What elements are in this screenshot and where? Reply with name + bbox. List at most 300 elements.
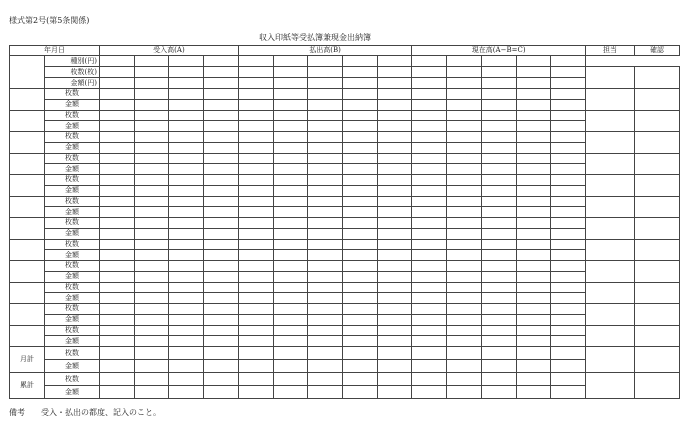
entry-cell[interactable] <box>481 386 516 399</box>
entry-cell[interactable] <box>412 153 447 164</box>
entry-cell[interactable] <box>273 228 308 239</box>
entry-cell[interactable] <box>308 78 343 89</box>
entry-cell[interactable] <box>134 239 169 250</box>
confirm-cell[interactable] <box>634 347 679 373</box>
entry-cell[interactable] <box>308 360 343 373</box>
entry-cell[interactable] <box>308 271 343 282</box>
entry-cell[interactable] <box>100 185 135 196</box>
entry-cell[interactable] <box>273 142 308 153</box>
entry-cell[interactable] <box>134 142 169 153</box>
entry-cell[interactable] <box>273 325 308 336</box>
entry-cell[interactable] <box>481 164 516 175</box>
entry-cell[interactable] <box>481 56 516 67</box>
entry-cell[interactable] <box>273 207 308 218</box>
entry-cell[interactable] <box>169 207 204 218</box>
entry-cell[interactable] <box>377 304 412 315</box>
entry-cell[interactable] <box>238 239 273 250</box>
entry-cell[interactable] <box>342 360 377 373</box>
entry-cell[interactable] <box>169 175 204 186</box>
entry-cell[interactable] <box>447 250 482 261</box>
entry-cell[interactable] <box>134 207 169 218</box>
entry-cell[interactable] <box>342 293 377 304</box>
entry-cell[interactable] <box>204 218 239 229</box>
entry-cell[interactable] <box>169 293 204 304</box>
entry-cell[interactable] <box>481 373 516 386</box>
entry-cell[interactable] <box>377 196 412 207</box>
entry-cell[interactable] <box>273 282 308 293</box>
entry-cell[interactable] <box>377 250 412 261</box>
entry-cell[interactable] <box>134 132 169 143</box>
entry-cell[interactable] <box>169 373 204 386</box>
entry-cell[interactable] <box>377 99 412 110</box>
entry-cell[interactable] <box>100 325 135 336</box>
entry-cell[interactable] <box>204 153 239 164</box>
entry-cell[interactable] <box>481 185 516 196</box>
staff-cell[interactable] <box>585 373 634 399</box>
entry-cell[interactable] <box>100 56 135 67</box>
entry-cell[interactable] <box>273 250 308 261</box>
entry-cell[interactable] <box>100 347 135 360</box>
confirm-cell[interactable] <box>634 218 679 240</box>
entry-cell[interactable] <box>308 142 343 153</box>
entry-cell[interactable] <box>377 360 412 373</box>
entry-cell[interactable] <box>447 228 482 239</box>
entry-cell[interactable] <box>308 164 343 175</box>
entry-cell[interactable] <box>447 261 482 272</box>
entry-cell[interactable] <box>481 261 516 272</box>
entry-cell[interactable] <box>412 110 447 121</box>
entry-cell[interactable] <box>273 67 308 78</box>
entry-cell[interactable] <box>134 110 169 121</box>
entry-cell[interactable] <box>412 185 447 196</box>
entry-cell[interactable] <box>516 293 551 304</box>
entry-cell[interactable] <box>481 196 516 207</box>
entry-cell[interactable] <box>204 56 239 67</box>
entry-cell[interactable] <box>481 228 516 239</box>
entry-cell[interactable] <box>412 142 447 153</box>
entry-cell[interactable] <box>377 373 412 386</box>
entry-cell[interactable] <box>273 360 308 373</box>
entry-cell[interactable] <box>134 99 169 110</box>
entry-cell[interactable] <box>204 121 239 132</box>
entry-cell[interactable] <box>134 271 169 282</box>
entry-cell[interactable] <box>551 185 586 196</box>
entry-cell[interactable] <box>134 293 169 304</box>
entry-cell[interactable] <box>516 121 551 132</box>
entry-cell[interactable] <box>516 56 551 67</box>
entry-cell[interactable] <box>169 185 204 196</box>
entry-cell[interactable] <box>238 360 273 373</box>
entry-cell[interactable] <box>238 325 273 336</box>
entry-cell[interactable] <box>100 218 135 229</box>
entry-cell[interactable] <box>412 56 447 67</box>
entry-cell[interactable] <box>516 67 551 78</box>
entry-cell[interactable] <box>412 78 447 89</box>
entry-cell[interactable] <box>412 386 447 399</box>
entry-cell[interactable] <box>412 325 447 336</box>
entry-cell[interactable] <box>134 164 169 175</box>
entry-cell[interactable] <box>447 360 482 373</box>
entry-cell[interactable] <box>551 325 586 336</box>
entry-cell[interactable] <box>447 78 482 89</box>
entry-cell[interactable] <box>204 207 239 218</box>
staff-cell[interactable] <box>585 175 634 197</box>
entry-cell[interactable] <box>551 386 586 399</box>
entry-cell[interactable] <box>134 325 169 336</box>
entry-cell[interactable] <box>100 207 135 218</box>
entry-cell[interactable] <box>273 175 308 186</box>
entry-cell[interactable] <box>516 132 551 143</box>
entry-cell[interactable] <box>377 121 412 132</box>
date-cell[interactable] <box>10 261 45 283</box>
entry-cell[interactable] <box>412 360 447 373</box>
entry-cell[interactable] <box>134 261 169 272</box>
entry-cell[interactable] <box>308 261 343 272</box>
entry-cell[interactable] <box>169 314 204 325</box>
entry-cell[interactable] <box>412 293 447 304</box>
entry-cell[interactable] <box>481 142 516 153</box>
entry-cell[interactable] <box>377 110 412 121</box>
entry-cell[interactable] <box>204 239 239 250</box>
entry-cell[interactable] <box>273 336 308 347</box>
confirm-cell[interactable] <box>634 196 679 218</box>
entry-cell[interactable] <box>447 142 482 153</box>
entry-cell[interactable] <box>238 218 273 229</box>
entry-cell[interactable] <box>377 142 412 153</box>
entry-cell[interactable] <box>412 336 447 347</box>
entry-cell[interactable] <box>169 250 204 261</box>
entry-cell[interactable] <box>551 164 586 175</box>
entry-cell[interactable] <box>551 142 586 153</box>
entry-cell[interactable] <box>238 386 273 399</box>
entry-cell[interactable] <box>551 250 586 261</box>
entry-cell[interactable] <box>342 56 377 67</box>
entry-cell[interactable] <box>412 99 447 110</box>
entry-cell[interactable] <box>377 164 412 175</box>
entry-cell[interactable] <box>516 239 551 250</box>
entry-cell[interactable] <box>377 207 412 218</box>
entry-cell[interactable] <box>447 56 482 67</box>
entry-cell[interactable] <box>308 56 343 67</box>
entry-cell[interactable] <box>342 164 377 175</box>
entry-cell[interactable] <box>342 142 377 153</box>
entry-cell[interactable] <box>342 207 377 218</box>
entry-cell[interactable] <box>412 121 447 132</box>
entry-cell[interactable] <box>481 360 516 373</box>
entry-cell[interactable] <box>308 239 343 250</box>
entry-cell[interactable] <box>551 207 586 218</box>
entry-cell[interactable] <box>273 185 308 196</box>
entry-cell[interactable] <box>273 121 308 132</box>
entry-cell[interactable] <box>342 218 377 229</box>
staff-cell[interactable] <box>585 239 634 261</box>
entry-cell[interactable] <box>308 373 343 386</box>
entry-cell[interactable] <box>273 386 308 399</box>
entry-cell[interactable] <box>412 89 447 100</box>
entry-cell[interactable] <box>308 207 343 218</box>
entry-cell[interactable] <box>100 196 135 207</box>
entry-cell[interactable] <box>238 271 273 282</box>
entry-cell[interactable] <box>238 132 273 143</box>
confirm-cell[interactable] <box>634 89 679 111</box>
entry-cell[interactable] <box>412 304 447 315</box>
entry-cell[interactable] <box>516 175 551 186</box>
entry-cell[interactable] <box>134 218 169 229</box>
confirm-cell[interactable] <box>634 67 679 89</box>
entry-cell[interactable] <box>516 250 551 261</box>
entry-cell[interactable] <box>134 175 169 186</box>
entry-cell[interactable] <box>204 132 239 143</box>
entry-cell[interactable] <box>134 89 169 100</box>
entry-cell[interactable] <box>516 336 551 347</box>
entry-cell[interactable] <box>342 89 377 100</box>
staff-cell[interactable] <box>585 196 634 218</box>
entry-cell[interactable] <box>412 282 447 293</box>
entry-cell[interactable] <box>308 282 343 293</box>
entry-cell[interactable] <box>551 336 586 347</box>
entry-cell[interactable] <box>447 347 482 360</box>
entry-cell[interactable] <box>238 304 273 315</box>
staff-cell[interactable] <box>585 347 634 373</box>
entry-cell[interactable] <box>516 282 551 293</box>
entry-cell[interactable] <box>100 386 135 399</box>
entry-cell[interactable] <box>481 153 516 164</box>
entry-cell[interactable] <box>342 386 377 399</box>
entry-cell[interactable] <box>100 228 135 239</box>
entry-cell[interactable] <box>273 271 308 282</box>
entry-cell[interactable] <box>377 56 412 67</box>
entry-cell[interactable] <box>100 239 135 250</box>
entry-cell[interactable] <box>238 261 273 272</box>
entry-cell[interactable] <box>447 386 482 399</box>
entry-cell[interactable] <box>516 304 551 315</box>
entry-cell[interactable] <box>100 293 135 304</box>
entry-cell[interactable] <box>447 89 482 100</box>
entry-cell[interactable] <box>412 373 447 386</box>
entry-cell[interactable] <box>134 282 169 293</box>
entry-cell[interactable] <box>238 56 273 67</box>
entry-cell[interactable] <box>169 218 204 229</box>
entry-cell[interactable] <box>551 373 586 386</box>
entry-cell[interactable] <box>447 132 482 143</box>
entry-cell[interactable] <box>169 325 204 336</box>
entry-cell[interactable] <box>204 142 239 153</box>
entry-cell[interactable] <box>447 175 482 186</box>
entry-cell[interactable] <box>551 175 586 186</box>
entry-cell[interactable] <box>100 271 135 282</box>
entry-cell[interactable] <box>238 89 273 100</box>
entry-cell[interactable] <box>204 261 239 272</box>
staff-cell[interactable] <box>585 325 634 347</box>
entry-cell[interactable] <box>308 89 343 100</box>
entry-cell[interactable] <box>100 175 135 186</box>
entry-cell[interactable] <box>516 314 551 325</box>
entry-cell[interactable] <box>308 121 343 132</box>
entry-cell[interactable] <box>342 261 377 272</box>
entry-cell[interactable] <box>377 132 412 143</box>
entry-cell[interactable] <box>273 110 308 121</box>
entry-cell[interactable] <box>238 250 273 261</box>
entry-cell[interactable] <box>412 250 447 261</box>
entry-cell[interactable] <box>377 153 412 164</box>
entry-cell[interactable] <box>377 228 412 239</box>
entry-cell[interactable] <box>273 56 308 67</box>
entry-cell[interactable] <box>204 110 239 121</box>
entry-cell[interactable] <box>204 175 239 186</box>
entry-cell[interactable] <box>100 121 135 132</box>
entry-cell[interactable] <box>481 78 516 89</box>
entry-cell[interactable] <box>100 89 135 100</box>
entry-cell[interactable] <box>169 196 204 207</box>
entry-cell[interactable] <box>238 78 273 89</box>
entry-cell[interactable] <box>447 282 482 293</box>
entry-cell[interactable] <box>169 261 204 272</box>
entry-cell[interactable] <box>238 314 273 325</box>
entry-cell[interactable] <box>342 373 377 386</box>
staff-cell[interactable] <box>585 132 634 154</box>
entry-cell[interactable] <box>273 347 308 360</box>
date-cell[interactable] <box>10 282 45 304</box>
entry-cell[interactable] <box>412 347 447 360</box>
entry-cell[interactable] <box>273 89 308 100</box>
entry-cell[interactable] <box>342 132 377 143</box>
entry-cell[interactable] <box>238 99 273 110</box>
entry-cell[interactable] <box>204 196 239 207</box>
entry-cell[interactable] <box>447 164 482 175</box>
entry-cell[interactable] <box>342 110 377 121</box>
entry-cell[interactable] <box>204 360 239 373</box>
entry-cell[interactable] <box>516 218 551 229</box>
entry-cell[interactable] <box>551 132 586 143</box>
entry-cell[interactable] <box>308 110 343 121</box>
entry-cell[interactable] <box>481 314 516 325</box>
entry-cell[interactable] <box>412 196 447 207</box>
entry-cell[interactable] <box>551 89 586 100</box>
entry-cell[interactable] <box>204 293 239 304</box>
entry-cell[interactable] <box>273 304 308 315</box>
entry-cell[interactable] <box>412 218 447 229</box>
entry-cell[interactable] <box>342 336 377 347</box>
entry-cell[interactable] <box>238 336 273 347</box>
entry-cell[interactable] <box>551 99 586 110</box>
entry-cell[interactable] <box>100 261 135 272</box>
entry-cell[interactable] <box>204 271 239 282</box>
entry-cell[interactable] <box>377 386 412 399</box>
entry-cell[interactable] <box>308 185 343 196</box>
entry-cell[interactable] <box>516 196 551 207</box>
entry-cell[interactable] <box>551 196 586 207</box>
date-cell[interactable] <box>10 175 45 197</box>
entry-cell[interactable] <box>204 99 239 110</box>
entry-cell[interactable] <box>134 347 169 360</box>
entry-cell[interactable] <box>100 142 135 153</box>
entry-cell[interactable] <box>481 207 516 218</box>
confirm-cell[interactable] <box>634 282 679 304</box>
entry-cell[interactable] <box>273 293 308 304</box>
entry-cell[interactable] <box>100 67 135 78</box>
entry-cell[interactable] <box>238 110 273 121</box>
entry-cell[interactable] <box>204 336 239 347</box>
entry-cell[interactable] <box>481 132 516 143</box>
entry-cell[interactable] <box>134 360 169 373</box>
staff-cell[interactable] <box>585 110 634 132</box>
entry-cell[interactable] <box>447 153 482 164</box>
entry-cell[interactable] <box>308 304 343 315</box>
entry-cell[interactable] <box>342 185 377 196</box>
entry-cell[interactable] <box>342 271 377 282</box>
entry-cell[interactable] <box>516 164 551 175</box>
entry-cell[interactable] <box>516 99 551 110</box>
entry-cell[interactable] <box>377 239 412 250</box>
staff-cell[interactable] <box>585 282 634 304</box>
entry-cell[interactable] <box>551 282 586 293</box>
entry-cell[interactable] <box>447 373 482 386</box>
entry-cell[interactable] <box>134 78 169 89</box>
entry-cell[interactable] <box>308 99 343 110</box>
entry-cell[interactable] <box>342 282 377 293</box>
date-cell[interactable] <box>10 218 45 240</box>
entry-cell[interactable] <box>412 271 447 282</box>
entry-cell[interactable] <box>273 218 308 229</box>
entry-cell[interactable] <box>169 56 204 67</box>
entry-cell[interactable] <box>481 250 516 261</box>
entry-cell[interactable] <box>238 293 273 304</box>
entry-cell[interactable] <box>238 67 273 78</box>
entry-cell[interactable] <box>134 121 169 132</box>
entry-cell[interactable] <box>551 347 586 360</box>
entry-cell[interactable] <box>308 175 343 186</box>
entry-cell[interactable] <box>551 56 586 67</box>
entry-cell[interactable] <box>447 293 482 304</box>
entry-cell[interactable] <box>308 325 343 336</box>
entry-cell[interactable] <box>342 325 377 336</box>
date-cell[interactable] <box>10 153 45 175</box>
entry-cell[interactable] <box>134 56 169 67</box>
entry-cell[interactable] <box>238 196 273 207</box>
entry-cell[interactable] <box>134 228 169 239</box>
entry-cell[interactable] <box>100 336 135 347</box>
date-cell[interactable] <box>10 325 45 347</box>
staff-cell[interactable] <box>585 89 634 111</box>
entry-cell[interactable] <box>377 218 412 229</box>
entry-cell[interactable] <box>412 175 447 186</box>
confirm-cell[interactable] <box>634 325 679 347</box>
entry-cell[interactable] <box>447 314 482 325</box>
entry-cell[interactable] <box>516 78 551 89</box>
entry-cell[interactable] <box>273 314 308 325</box>
entry-cell[interactable] <box>481 282 516 293</box>
entry-cell[interactable] <box>238 282 273 293</box>
entry-cell[interactable] <box>169 228 204 239</box>
entry-cell[interactable] <box>308 336 343 347</box>
entry-cell[interactable] <box>481 304 516 315</box>
entry-cell[interactable] <box>481 271 516 282</box>
entry-cell[interactable] <box>481 325 516 336</box>
entry-cell[interactable] <box>238 185 273 196</box>
entry-cell[interactable] <box>204 185 239 196</box>
entry-cell[interactable] <box>516 360 551 373</box>
entry-cell[interactable] <box>447 121 482 132</box>
entry-cell[interactable] <box>377 89 412 100</box>
entry-cell[interactable] <box>377 261 412 272</box>
entry-cell[interactable] <box>273 261 308 272</box>
confirm-cell[interactable] <box>634 153 679 175</box>
entry-cell[interactable] <box>134 386 169 399</box>
entry-cell[interactable] <box>447 67 482 78</box>
date-cell[interactable] <box>10 89 45 111</box>
entry-cell[interactable] <box>342 239 377 250</box>
entry-cell[interactable] <box>447 336 482 347</box>
